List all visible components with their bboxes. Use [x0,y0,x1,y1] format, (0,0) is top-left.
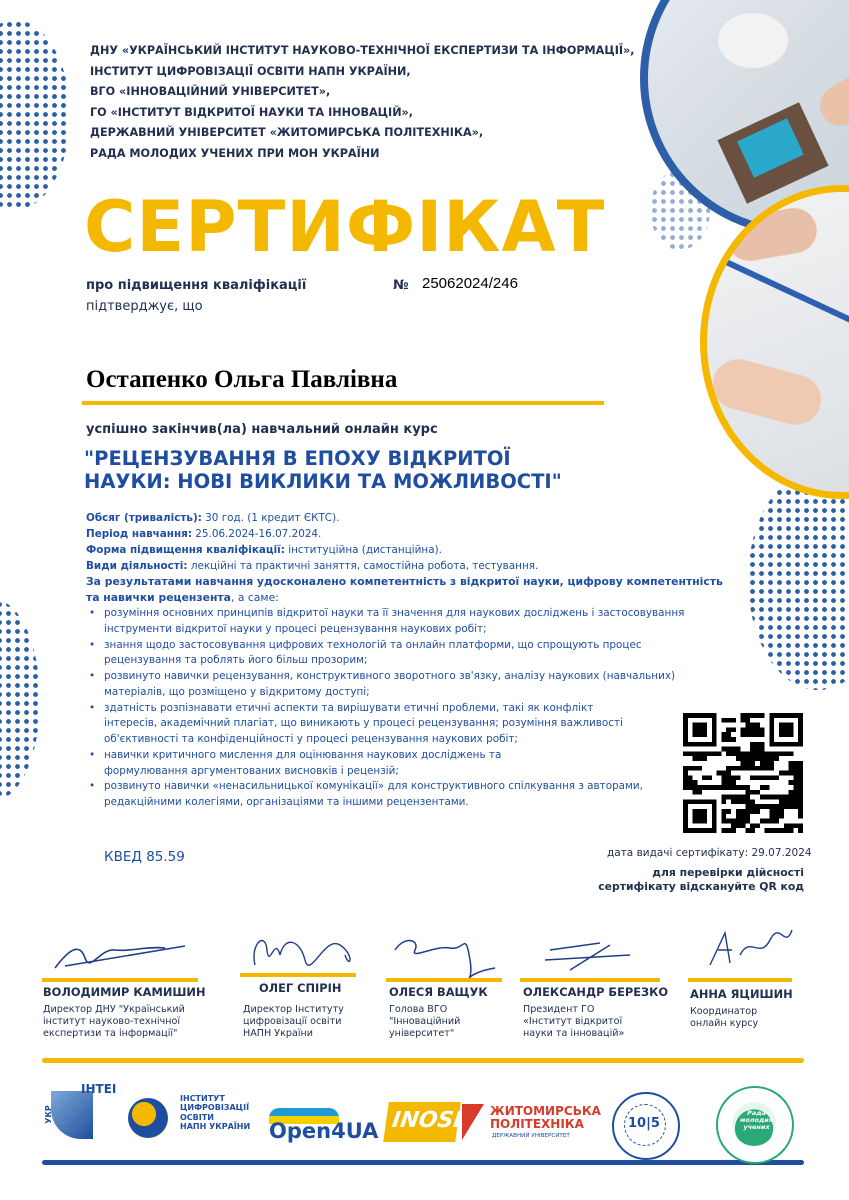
icdo-logo-line: НАПН УКРАЇНИ [180,1122,251,1132]
signature-line [520,978,660,982]
results-heading: За результатами навчання удосконалено компетентність з відкритої науки, цифрову компетентність [86,575,723,588]
organizer-line: ВГО «ІННОВАЦІЙНИЙ УНІВЕРСИТЕТ», [90,85,331,99]
signatory-role: науки та інновацій» [523,1028,625,1039]
skills-list [86,606,726,811]
signatory-role: університет" [389,1028,455,1039]
signature-line [240,973,356,977]
signatory-role: онлайн курсу [690,1018,759,1029]
results-tail: , а саме: [230,591,279,604]
course-details [86,510,746,606]
rada-logo-line: Рада [747,1109,766,1117]
list-item: • розвинуто навички «ненасильницької комунікації» для конструктивного спілкування з авторами, редакційними колегіями, організаціями та іншими рецензентами. [86,779,644,810]
kved-code: КВЕД 85.59 [104,849,185,865]
signature-spirin [245,925,365,977]
course-title-line: НАУКИ: НОВІ ВИКЛИКИ ТА МОЖЛИВОСТІ" [84,470,562,493]
dot-pattern-right [748,470,849,690]
zhytomyr-logo-line: ДЕРЖАВНИЙ УНІВЕРСИТЕТ [492,1133,570,1139]
office-photo-bottom [700,185,849,499]
signatory-block [690,987,793,1030]
dot-pattern-top-left [0,20,70,210]
qr-code[interactable] [683,713,803,833]
signatory-name: АННА ЯЦИШИН [690,987,793,1001]
signatory-role: Директор Інституту [243,1004,344,1015]
signature-kamyshyn [45,928,205,978]
signature-line [688,978,792,982]
list-item: • розвинуто навички рецензування, конструктивного зворотного зв'язку, аналізу наукових (навчальних) матеріалів, що розміщено у відкритому доступі; [86,669,726,700]
signatory-role: НАПН України [243,1028,314,1039]
signatory-role: Директор ДНУ "Український [43,1004,185,1015]
organizers-list [90,41,635,165]
icdo-logo-line: ІНСТИТУТ [180,1094,225,1103]
signatory-role: цифровізації освіти [243,1016,342,1027]
signatory-name: ОЛЕСЯ ВАЩУК [389,985,488,999]
ukrintei-logo-text: ІНТЕІ [81,1082,117,1096]
rada-logo-line: молодих [740,1116,774,1124]
activities-value: лекційні та практичні заняття, самостійна робота, тестування. [187,560,539,572]
course-title [84,447,562,493]
signatory-role: Координатор [690,1006,758,1017]
signatory-name: ОЛЕКСАНДР БЕРЕЗКО [523,985,669,999]
signatory-role: Голова ВГО [389,1004,448,1015]
signatory-role: експертизи та інформації" [43,1028,178,1039]
logo-divider-bottom [42,1160,804,1165]
period-label: Період навчання: [86,528,192,540]
zhytomyr-logo-line: ПОЛІТЕХНІКА [490,1117,584,1131]
logo-divider-top [42,1058,804,1063]
organizer-line: ДЕРЖАВНИЙ УНІВЕРСИТЕТ «ЖИТОМИРСЬКА ПОЛІТЕХНІКА», [90,126,484,140]
innovative-university-number: 10|5 [628,1116,660,1131]
signature-berezko [540,935,640,975]
open4ua-logo-text: Open4UA [269,1119,379,1143]
list-item: • знання щодо застосовування цифрових технологій та онлайн платформи, що спрощують процес рецензування та роблять його більш прозорим; [86,638,684,669]
zhytomyr-logo-line: ЖИТОМИРСЬКА [490,1104,601,1118]
rada-logo-line: учених [743,1123,770,1131]
ukrintei-logo-left: УКР [43,1105,53,1124]
zhytomyr-polytechnic-logo [462,1102,602,1146]
certificate-title: СЕРТИФІКАТ [84,186,606,268]
signatory-name: ОЛЕГ СПІРІН [259,981,342,995]
list-item: • розуміння основних принципів відкритої науки та її значення для наукових досліджень і застосовування інструменти відкритої науки у процесі рецензування наукових робіт; [86,606,726,637]
organizer-line: РАДА МОЛОДИХ УЧЕНИХ ПРИ МОН УКРАЇНИ [90,146,380,160]
signatory-role: Президент ГО [523,1004,595,1015]
form-label: Форма підвищення кваліфікації: [86,544,285,556]
activities-label: Види діяльності: [86,560,188,572]
signature-line [386,978,502,982]
verify-note [560,866,804,894]
signature-yatsyshyn [700,925,800,975]
form-value: інституційна (дистанційна). [284,544,442,556]
list-item: • здатність розпізнавати етичні аспекти та вирішувати етичні проблеми, такі як конфлікт інтересів, академічний плагіат, що виникають у процесі рецензування; розуміння важливості об'єктивності та конфіденційності у процесі рецензування наукових робіт; [86,701,644,748]
ukrintei-logo [45,1076,125,1146]
inosi-logo-text: INOSI [390,1108,464,1133]
name-underline [82,401,604,405]
icdo-logo-line: ОСВІТИ [180,1112,214,1122]
signatory-block [523,985,668,1040]
open4ua-logo [267,1104,379,1144]
signature-vashchuk [385,920,505,982]
dot-pattern-bottom-left [0,600,40,800]
signature-line [42,978,198,982]
verify-line: для перевірки дійсності [652,866,804,879]
issue-date: дата видачі сертифікату: 29.07.2024 [607,847,812,859]
volume-label: Обсяг (тривалість): [86,512,202,524]
organizer-line: ДНУ «УКРАЇНСЬКИЙ ІНСТИТУТ НАУКОВО-ТЕХНІЧНОЇ ЕКСПЕРТИЗИ ТА ІНФОРМАЦІЇ», [90,44,635,57]
inosi-logo [383,1102,464,1142]
icdo-logo-line: ЦИФРОВІЗАЦІЇ [180,1103,250,1113]
volume-value: 30 год. (1 кредит ЄКТС). [201,512,340,524]
number-label: № [393,278,409,293]
course-title-line: "РЕЦЕНЗУВАННЯ В ЕПОХУ ВІДКРИТОЇ [84,447,511,470]
icdo-logo [128,1094,258,1146]
verify-line: сертифікату відскануйте QR код [598,880,804,893]
signatory-block [243,981,344,1040]
completed-text: успішно закінчив(ла) навчальний онлайн курс [86,422,438,437]
certificate-subtitle: про підвищення кваліфікації [86,278,307,293]
confirms-text: підтверджує, що [86,299,203,314]
signatory-name: ВОЛОДИМИР КАМИШИН [43,985,206,999]
signatory-role: «Інститут відкритої [523,1016,623,1027]
list-item: • навички критичного мислення для оцінювання наукових досліджень та формулювання аргументованих висновків і рецензій; [86,748,574,779]
recipient-name: Остапенко Ольга Павлівна [86,366,398,393]
innovative-university-logo [612,1092,680,1160]
young-scientists-council-logo [716,1086,794,1164]
signatory-role: "Інноваційний [389,1016,461,1027]
organizer-line: ГО «ІНСТИТУТ ВІДКРИТОЇ НАУКИ ТА ІННОВАЦІЙ», [90,105,414,119]
period-value: 25.06.2024-16.07.2024. [192,528,322,540]
organizer-line: ІНСТИТУТ ЦИФРОВІЗАЦІЇ ОСВІТИ НАПН УКРАЇНИ, [90,64,411,78]
signatory-block [43,985,206,1040]
signatory-block [389,985,488,1040]
certificate-number: 25062024/246 [422,275,518,292]
results-heading-2: та навички рецензента [86,591,231,604]
signatory-role: інститут науково-технічної [43,1016,181,1027]
